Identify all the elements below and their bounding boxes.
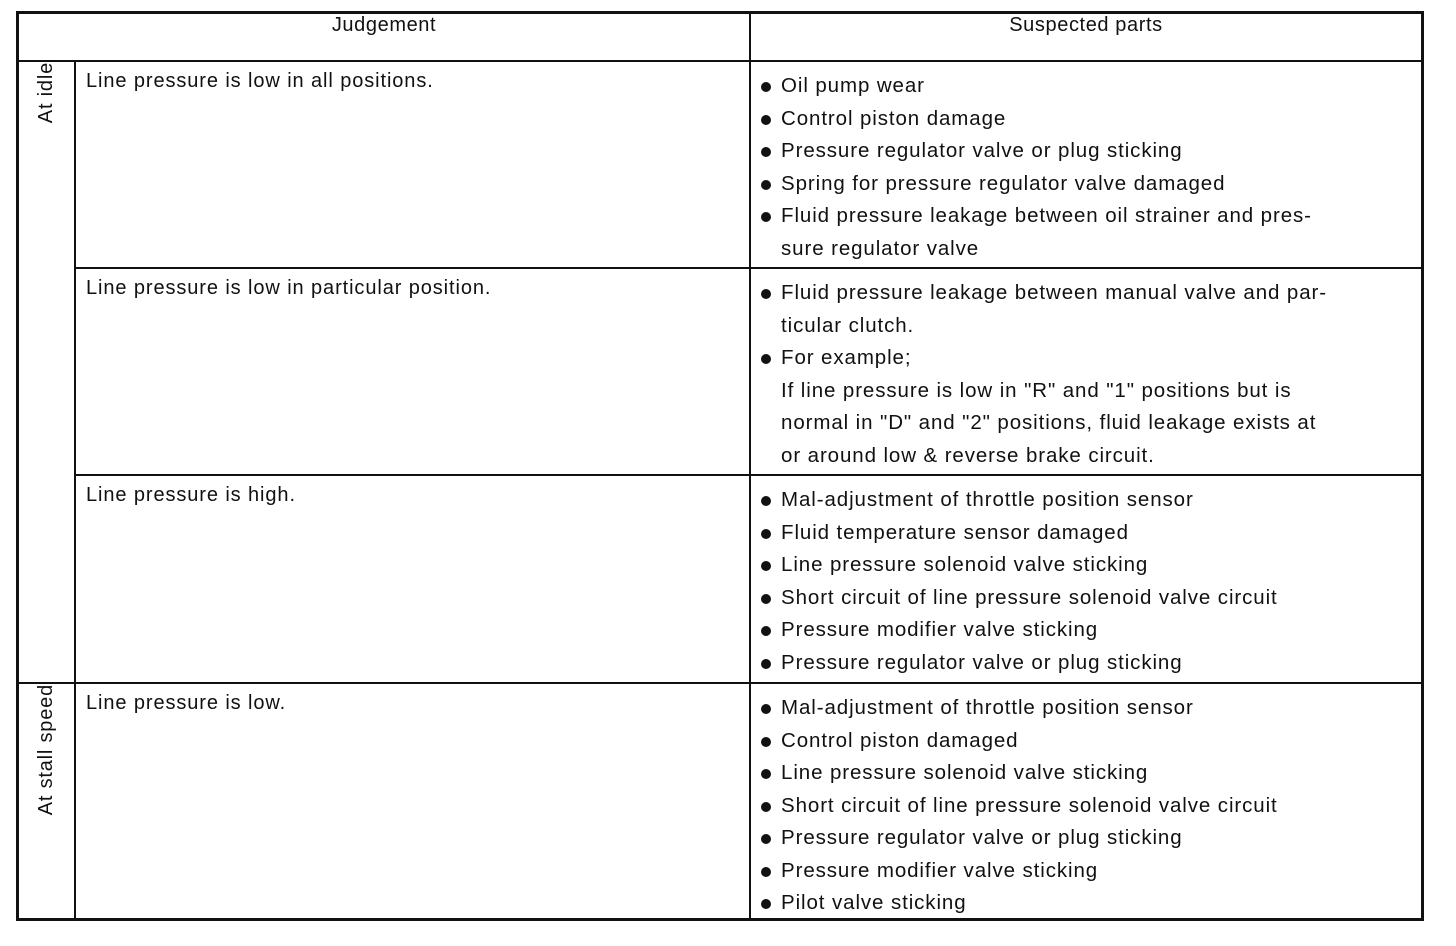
condition-label: At idle bbox=[35, 62, 57, 124]
list-item bbox=[759, 692, 1407, 725]
list-item bbox=[759, 135, 1407, 168]
part-text: Oil pump wear bbox=[781, 74, 925, 97]
part-text: Fluid temperature sensor damaged bbox=[781, 520, 1129, 544]
part-text: Spring for pressure regulator valve damaged bbox=[781, 171, 1226, 195]
list-item bbox=[759, 168, 1407, 201]
judgement-cell bbox=[75, 475, 750, 683]
table-row bbox=[19, 268, 1421, 475]
bullet-icon bbox=[761, 354, 771, 364]
list-item bbox=[759, 277, 1407, 310]
bullet-icon bbox=[761, 212, 771, 222]
list-item-continuation bbox=[759, 375, 1407, 408]
line-pressure-diagnosis-table bbox=[19, 14, 1421, 920]
part-text: Pressure regulator valve or plug sticking bbox=[781, 650, 1183, 674]
list-item bbox=[759, 887, 1407, 920]
part-text: sure regulator valve bbox=[781, 236, 980, 260]
suspected-parts-list bbox=[751, 62, 1421, 265]
part-text: Pressure modifier valve sticking bbox=[781, 858, 1099, 882]
bullet-icon bbox=[761, 626, 771, 636]
list-item bbox=[759, 614, 1407, 647]
condition-cell-at-stall-speed bbox=[19, 683, 75, 920]
list-item bbox=[759, 549, 1407, 582]
suspected-parts-list bbox=[751, 684, 1421, 920]
list-item bbox=[759, 342, 1407, 375]
bullet-icon bbox=[761, 180, 771, 190]
part-text: Mal-adjustment of throttle position sensor bbox=[781, 696, 1194, 719]
bullet-icon bbox=[761, 529, 771, 539]
list-item bbox=[759, 822, 1407, 855]
list-item bbox=[759, 855, 1407, 888]
list-item bbox=[759, 647, 1407, 680]
judgement-cell bbox=[75, 268, 750, 475]
list-item bbox=[759, 725, 1407, 758]
table-header-row bbox=[19, 14, 1421, 61]
suspected-parts-list bbox=[751, 476, 1421, 679]
part-text: Line pressure solenoid valve sticking bbox=[781, 761, 1149, 784]
bullet-icon bbox=[761, 704, 771, 714]
bullet-icon bbox=[761, 82, 771, 92]
list-item bbox=[759, 200, 1407, 233]
part-text: Short circuit of line pressure solenoid valve circuit bbox=[781, 793, 1278, 817]
list-item bbox=[759, 103, 1407, 136]
condition-cell-at-idle bbox=[19, 61, 75, 683]
judgement-cell bbox=[75, 61, 750, 268]
table-row bbox=[19, 61, 1421, 268]
suspected-parts-cell bbox=[750, 268, 1421, 475]
part-text: Pilot valve sticking bbox=[781, 891, 967, 914]
bullet-icon bbox=[761, 834, 771, 844]
list-item bbox=[759, 582, 1407, 615]
list-item bbox=[759, 757, 1407, 790]
bullet-icon bbox=[761, 147, 771, 157]
part-text: Fluid pressure leakage between oil strainer and pres- bbox=[781, 204, 1312, 227]
judgement-header: Judgement bbox=[19, 14, 750, 61]
list-item bbox=[759, 517, 1407, 550]
list-item bbox=[759, 484, 1407, 517]
list-item-continuation bbox=[759, 233, 1407, 266]
part-text: Line pressure solenoid valve sticking bbox=[781, 553, 1149, 576]
judgement-text: Line pressure is high. bbox=[86, 484, 296, 506]
part-text: Mal-adjustment of throttle position sensor bbox=[781, 488, 1194, 511]
suspected-parts-cell bbox=[750, 61, 1421, 268]
part-text: ticular clutch. bbox=[781, 313, 915, 337]
list-item bbox=[759, 790, 1407, 823]
judgement-text: Line pressure is low in all positions. bbox=[86, 70, 434, 92]
bullet-icon bbox=[761, 659, 771, 669]
judgement-text: Line pressure is low in particular position. bbox=[86, 277, 492, 299]
part-text: Pressure regulator valve or plug sticking bbox=[781, 139, 1183, 162]
list-item bbox=[759, 70, 1407, 103]
bullet-icon bbox=[761, 496, 771, 506]
table-row bbox=[19, 683, 1421, 920]
bullet-icon bbox=[761, 802, 771, 812]
suspected-parts-list bbox=[751, 269, 1421, 472]
bullet-icon bbox=[761, 594, 771, 604]
list-item-continuation bbox=[759, 440, 1407, 473]
table-row bbox=[19, 475, 1421, 683]
condition-label: At stall speed bbox=[35, 684, 57, 816]
part-text: or around low & reverse brake circuit. bbox=[781, 443, 1155, 467]
bullet-icon bbox=[761, 289, 771, 299]
part-text: Fluid pressure leakage between manual valve and par- bbox=[781, 281, 1327, 304]
part-text: If line pressure is low in "R" and "1" positions but is bbox=[781, 378, 1292, 402]
part-text: Control piston damage bbox=[781, 106, 1007, 130]
diagnosis-table-frame bbox=[16, 11, 1424, 921]
bullet-icon bbox=[761, 867, 771, 877]
list-item-continuation bbox=[759, 310, 1407, 343]
part-text: Pressure modifier valve sticking bbox=[781, 618, 1099, 641]
part-text: Pressure regulator valve or plug sticking bbox=[781, 826, 1183, 849]
part-text: Control piston damaged bbox=[781, 728, 1019, 752]
bullet-icon bbox=[761, 737, 771, 747]
part-text: Short circuit of line pressure solenoid valve circuit bbox=[781, 585, 1278, 609]
suspected-parts-cell bbox=[750, 683, 1421, 920]
suspected-parts-cell bbox=[750, 475, 1421, 683]
bullet-icon bbox=[761, 561, 771, 571]
list-item-continuation bbox=[759, 407, 1407, 440]
suspected-parts-header: Suspected parts bbox=[750, 14, 1421, 61]
part-text: For example; bbox=[781, 346, 912, 369]
bullet-icon bbox=[761, 769, 771, 779]
bullet-icon bbox=[761, 899, 771, 909]
judgement-cell bbox=[75, 683, 750, 920]
bullet-icon bbox=[761, 115, 771, 125]
judgement-text: Line pressure is low. bbox=[86, 692, 287, 714]
part-text: normal in "D" and "2" positions, fluid leakage exists at bbox=[781, 411, 1317, 434]
